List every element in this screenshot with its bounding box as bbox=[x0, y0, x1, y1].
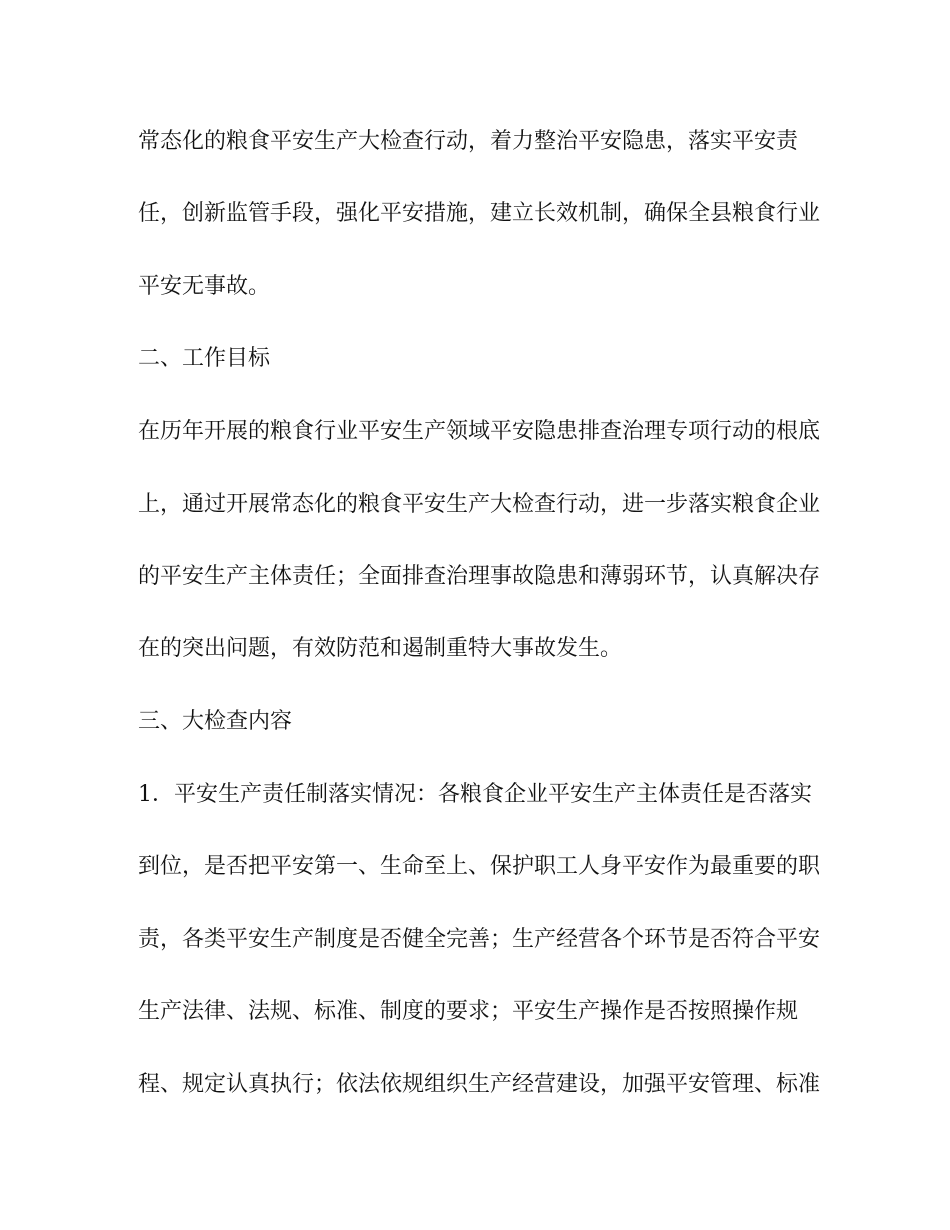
paragraph-line-4: 在历年开展的粮食行业平安生产领域平安隐患排查治理专项行动的根底 bbox=[138, 419, 821, 444]
paragraph-line-3: 平安无事故。 bbox=[138, 274, 271, 299]
paragraph-line-1: 常态化的粮食平安生产大检查行动，着力整治平安隐患，落实平安责 bbox=[138, 129, 799, 154]
paragraph-line-7: 在的突出问题，有效防范和遏制重特大事故发生。 bbox=[138, 636, 623, 661]
paragraph-line-12: 程、规定认真执行；依法依规组织生产经营建设，加强平安管理、标准 bbox=[138, 1072, 821, 1097]
paragraph-line-10: 责，各类平安生产制度是否健全完善；生产经营各个环节是否符合平安 bbox=[138, 927, 821, 952]
paragraph-line-6: 的平安生产主体责任；全面排查治理事故隐患和薄弱环节，认真解决存 bbox=[138, 564, 821, 589]
section-heading-inspection-content: 三、大检查内容 bbox=[138, 709, 293, 734]
paragraph-line-11: 生产法律、法规、标准、制度的要求；平安生产操作是否按照操作规 bbox=[138, 999, 799, 1024]
paragraph-line-2: 任，创新监管手段，强化平安措施，建立长效机制，确保全县粮食行业 bbox=[138, 201, 821, 226]
section-heading-work-goals: 二、工作目标 bbox=[138, 346, 271, 371]
paragraph-line-5: 上，通过开展常态化的粮食平安生产大检查行动，进一步落实粮食企业 bbox=[138, 492, 821, 517]
paragraph-line-9: 到位，是否把平安第一、生命至上、保护职工人身平安作为最重要的职 bbox=[138, 854, 821, 879]
paragraph-line-8: 1．平安生产责任制落实情况：各粮食企业平安生产主体责任是否落实 bbox=[138, 782, 812, 807]
